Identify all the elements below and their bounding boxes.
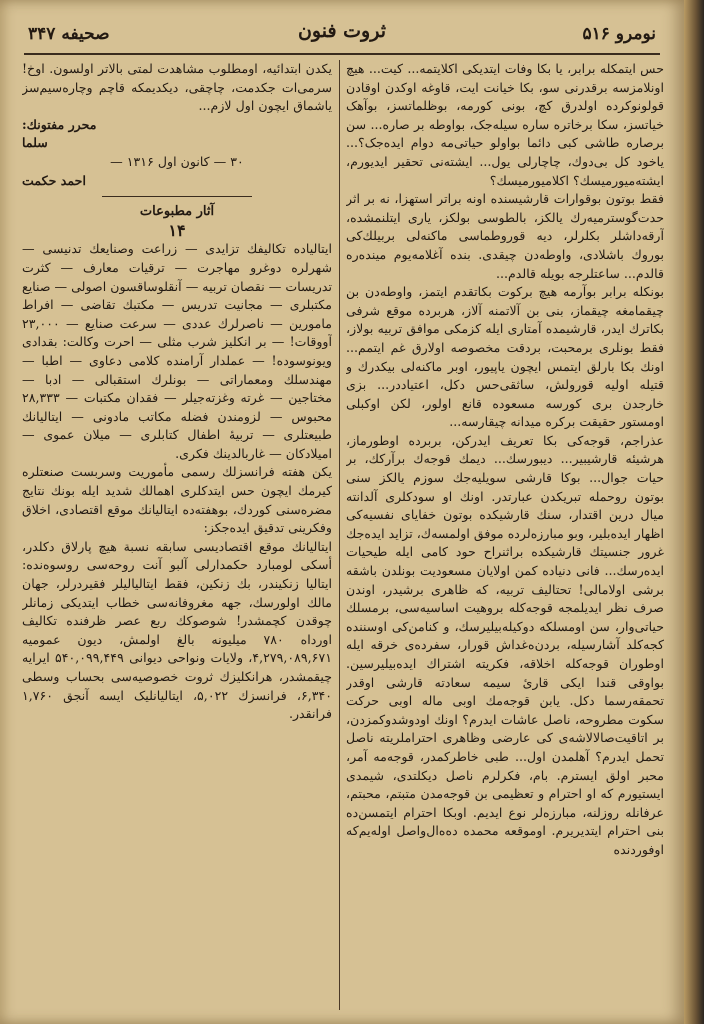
section-title: آثار مطبوعات xyxy=(139,204,215,220)
article-paragraph: عذراجم، قوجه‌کی بکا تعریف ایدرکن، بربرده اوطورماز، هرشیئه قارشیبیر... دیبورسك... دیمك قوجه‌ك برآرکك، بر حیات جوال... بوکا قارشی سویلیه‌جك سوزم یالکز سنی بوتون روحمله تبریکدن عبارتدر. اونك او سودکلری آلدانته میال درین اقتدار، سنك قارشیکده بوتون خفایای نفسیه‌کی اظهار ایده‌بلیر، وبو مبارزه‌لرده موفق اولمسه‌ك، تزاید ایده‌جك غرور جنسیتك قارشیکده براثنراح حود کامی ایله طیحیات ایده‌رسك... فانی دنیاده کمن اولایان مسعودیت بونلدن باشقه برشی اولامالی! تحتالیف تربیه، که ظاهری برشیدر، اوندن صرف نظر ایدیلمجه قوجه‌کله بروهیت اساسیه‌سی، برمسلك حیاتی‌وار، سن اومسلکه دوکیله‌بیلیرسك، و کنامن‌کی اوسننده کجه‌کلد آشارسیله، بردن‌ه‌غداش قورار، سفرده‌ی خرقه ایله اوطوران قوجه‌کله اخلاقه، فکریته اشتراك ایده‌بیلیرسین. بواوقی قندا ایکی قارئ سیمه سعادته قارشی اوقدر تحمقه‌رسما دکل. یابن قوجه‌مك اوبی ماله اوبی حرکت سکوت مطروحه، ناصل عاشات ایدرم؟ اونك اودوشدوکمزدن، بر اتاقیت‌صالالاشه‌ی کی عارضی وظاهری احتراملریته ناصل تحمل ایدرم؟ آهلمدن اول... طبی خاطرکمدر، قوجه‌مه آمر، محبر اولق ایسترم. بام، فکرلرم ناصل دیکلتدی، شیمدی ایستیورم که او احترام و تعظیمی بن قوجه‌مدن متبتم، محبتم، عرفانله روزلنه، مبارزه‌لر نوع ایدیم. اوبکا احترام ایتمسن‌ده بنی احترام ایتدیریرم. اوموقعه محمده ده‌ه‌ال‌واصل اوله‌یم‌که اوفوردنده xyxy=(346,432,664,857)
column-divider xyxy=(339,60,340,1010)
left-column xyxy=(22,60,332,1010)
article-paragraph: یکدن ابتدائیه، اومطلوب مشاهدت لمتی بالاتر اولسون. اوخ! سرمی‌ات جکدمت، چاچقی، دیکدیمکه قاچم وچاره‌سیم‌سز یاشماق ایچون اول لازم... xyxy=(22,61,332,114)
article-paragraph: فقط بوتون بوقوارات قارشیسنده اونه براتر استهزا، نه بر اثر حدت‌گوسترمیه‌رك یالکز، بالطوسی بولکز، یاری ایتلنمشده، آرقه‌داشلر بکلرلر، دیه قوروطماسی ماکنه‌لی بربیلك‌کی بوروك باشلادی، واوطه‌دن چیقدی. بنده آغلامه‌یوم مینده‌ره قالدم... ساعتلرجه بویله قالدم... xyxy=(346,191,664,281)
publication-title: ثروت فنون xyxy=(297,20,387,42)
signature-name: سلما xyxy=(22,135,48,151)
page-edge xyxy=(684,0,704,1024)
section-number: ۱۴ xyxy=(168,220,186,240)
issue-number-label: نومرو ۵۱۶ xyxy=(582,24,656,44)
page-header xyxy=(28,18,656,52)
right-column xyxy=(346,60,664,1010)
article-paragraph: بونکله برابر بوآرمه هیچ برکوت بکاتقدم ایتمز، واوطه‌دن بن چیقمامغه چیقماز، بنی بن آلاتمنه آلاز، هربرده موقع شرفی بکا‌ترك ایدر، قارشیمده آمتاری ایله کزمکی موافق تربیه بولاز، فقط بونلری برمحبت، بردقت مخصوصه اولارق غم ایتمم... اونك بکا بارلق ایتمس ایچون یاپیور، اوبر ماکنه‌لی بیکدرك و قتیله اولیه قورولش، ساثقی‌حس دکل، اعتیاددر... بزی خارجدن بری کورسه مسعوده قانع اولور، لکن اوکبلی اومستور حقیقت برکره میدانه چیقارسه... xyxy=(346,284,664,430)
header-rule xyxy=(24,53,660,55)
article-paragraph: یکن هفته فرانسزلك رسمی مأموریت وسربست صنعتلره کیرمك ایچون حس ایتدکلری اهمالك شدید ایله بونك نتایج مضره‌سنی کوردك، بوهفته‌ده ایتالیانك موقع اقتصادی، اخلاق وفکرینی تدقیق ایده‌جکز: xyxy=(22,464,332,536)
article-date: ۳۰ — کانون اول ۱۳۱۶ — xyxy=(110,153,244,169)
page-number-label: صحیفه ۳۴۷ xyxy=(28,24,110,44)
section-divider xyxy=(102,196,252,197)
article-paragraph: ایتالیاده تکالیفك تزایدی — زراعت وصنایعك تدنیسی — شهرلره دوغرو مهاجرت — ترقیات معارف — کثرت تدریسات — نقصان تربیه — آنقلوساقسون اصولی — صنایع مکتبلری — مجانیت تدریس — مکتبك تقاضی — افراط مامورین — ناصرلرك عددی — سرعت صنایع — ۲۳,۰۰۰ آووقات! — بر انکلیز شرب مثلی — احرت وکالت: بقدادی ویونوسوده! — عملدار آرامنده کلامی دعاوی — اطبا — مهندسلك ومعماراتی — بونلرك استقبالی — ادبا — مختاجین — غرته وغزته‌جیلر — فقدان مکتبات — ۲۸,۳۳۳ محبوس — لزومندن فضله مکاتب مادونی — ایتالیانك طبیعتلری — تربیهٔ اطفال کتابلری — میلان عموی — امیلادکان — غاربالدینك فکری. xyxy=(22,241,332,461)
article-paragraph: حس ایتمکله برابر، یا بکا وفات ایتدیکی اکلایتمه... کیت... هیچ اونلامزسه برقدرنی سو، بکا خیانت ایت، قاوغه اوکدن اوقادن قولونوکرده اولدرق کچ، بونی کورمه، بوظلماتسز، بوآهک خیاتسز، سکا برخاتره ساره سیله‌جک، بواوطه بر صاره... سن برصاره طاشی کبی دائما بواولو حیاتی‌مه دوام ایده‌جک؟... یاخود کل بی‌دوك، چاچارلی یول... ایشته‌نی تحقیر ایدیورم، ایشته‌میورمیسك؟ اکلامیورمیسك؟ xyxy=(346,61,664,188)
signature-label: محرر مفتونك: xyxy=(22,116,97,132)
article-paragraph: ایتالیانك موقع اقتصادیسی سابقه نسبة هیچ پارلاق دکلدر، أسکی لومبارد حکمدارلی آلبو آنت روحه‌سی روسوه‌نده: ایتالیا زنکیندر، بك زنکین، فقط ایتالیالیلر فقیردرلر، جهان مالك اولورسك، جهه مغروفانه‌سی خطاب ایتدیکی زمانلر چوقدن کچمشدر! شوصوکك ربع عصر ظرفنده تکالیف اورداه ۷۸۰ میلیونه بالغ اولمش، دیون عمومیه ۴,۲۷۹,۰۸۹,۶۷۱، ولایات ونواحی دیوانی ۵۴۰,۰۹۹,۴۴۹ ایرایه چیقمشدر، هرانکلیزك ثروت خصوصیه‌سی بحساب وسطی ۶,۳۴۰، فرانسزك ۵,۰۲۲، ایتالیانلیک ایسه آنجق ۱,۷۶۰ فرانقدر. xyxy=(22,538,332,722)
author-name: احمد حکمت xyxy=(22,172,86,188)
